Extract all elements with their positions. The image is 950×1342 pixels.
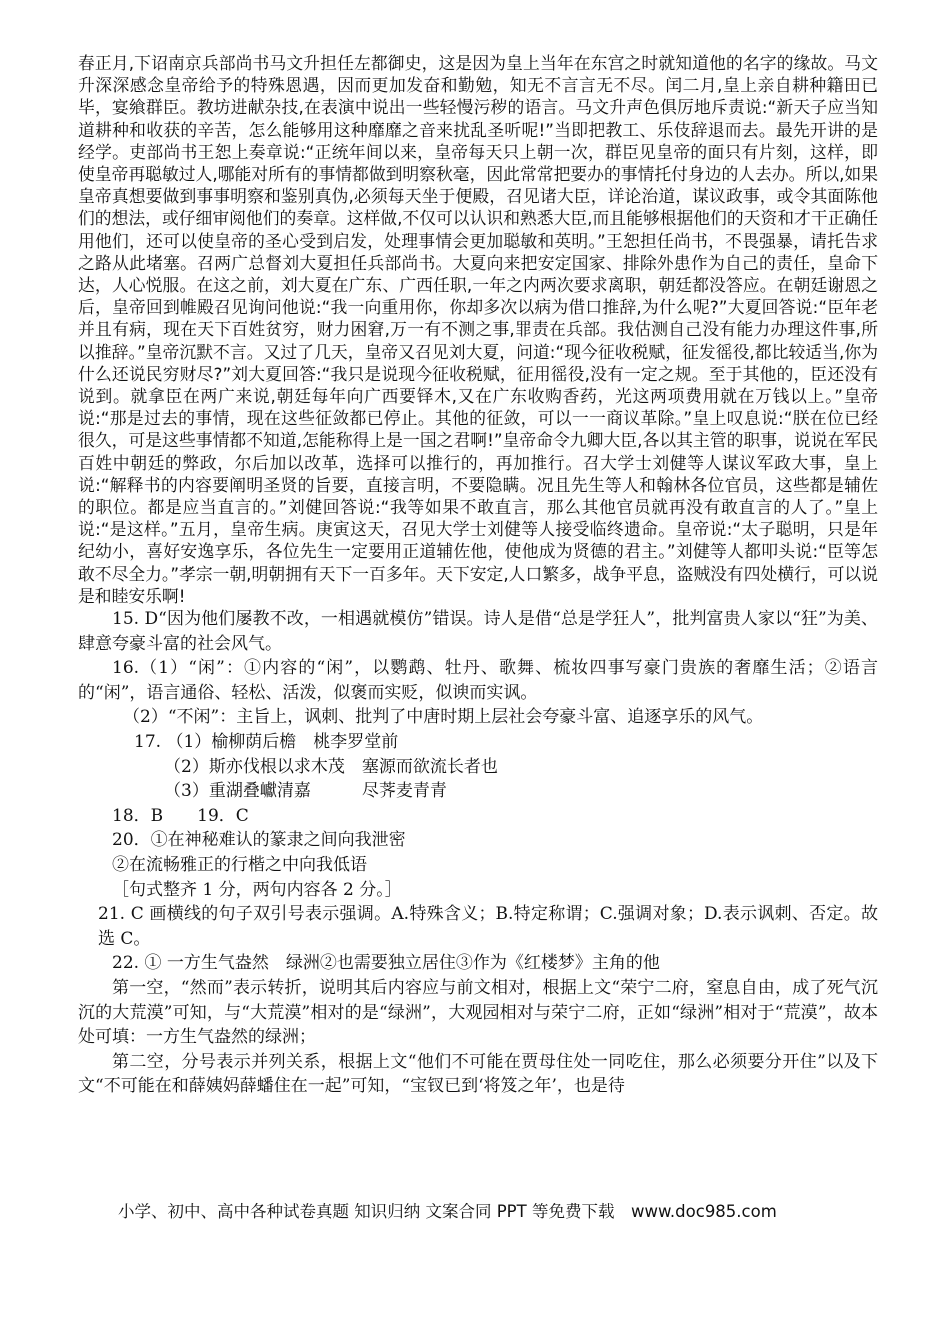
answer-15: 15. D“因为他们屡教不改，一相遇就模仿”错误。诗人是借“总是学狂人”，批判富贵人家以“狂”为美、肆意夸豪斗富的社会风气。 (78, 609, 878, 654)
answer-16-1: 16.（1）“闲”：①内容的“闲”，以鹦鹉、牡丹、歌舞、梳妆四事写豪门贵族的奢靡生活；②语言的“闲”，语言通俗、轻松、活泼，似褒而实贬，似谀而实讽。 (78, 658, 878, 703)
answer-17-1: 17. （1）榆柳荫后檐 桃李罗堂前 (134, 732, 399, 753)
page-body (78, 52, 878, 1099)
translation-paragraph: 春正月,下诏南京兵部尚书马文升担任左都御史，这是因为皇上当年在东宫之时就知道他的名字的缘故。马文升深深感念皇帝给予的特殊恩遇，因而更加发奋和勤勉，知无不言言无不尽。闰二月,皇上亲自耕种籍田已毕，宴飨群臣。教坊进献杂技,在表演中说出一些轻慢污秽的语言。马文升声色俱厉地斥责说:“新天子应当知道耕种和收获的辛苦，怎么能够用这种靡靡之音来扰乱圣听呢!”当即把教工、乐伎辞退而去。最先开讲的是经学。吏部尚书王恕上奏章说:“正统年间以来，皇帝每天只上朝一次，群臣见皇帝的面只有片刻，这样，即使皇帝再聪敏过人,哪能对所有的事情都做到明察秋毫，因此常常把要办的事情托付身边的人去办。所以,如果皇帝真想要做到事事明察和鉴别真伪,必须每天坐于便殿，召见诸大臣，详论治道，谋议政事，或令其面陈他们的想法，或仔细审阅他们的奏章。这样做,不仅可以认识和熟悉大臣,而且能够根据他们的天资和才干正确任用他们，还可以使皇帝的圣心受到启发，处理事情会更加聪敏和英明。”王恕担任尚书，不畏强暴，请托告求之路从此堵塞。召两广总督刘大夏担任兵部尚书。大夏向来把安定国家、排除外患作为自己的责任，皇命下达，人心悦服。在这之前，刘大夏在广东、广西任职,一年之内两次要求离职，朝廷都没答应。在朝廷谢恩之后，皇帝回到帷殿召见询问他说:“我一向重用你，你却多次以病为借口推辞,为什么呢?”大夏回答说:“臣年老并且有病，现在天下百姓贫穷，财力困窘,万一有不测之事,罪责在兵部。我估测自己没有能力办理这件事,所以推辞。”皇帝沉默不言。又过了几天，皇帝又召见刘大夏，问道:“现今征收税赋，征发徭役,都比较适当,你为什么还说民穷财尽?”刘大夏回答:“我只是说现今征收税赋，征用徭役,没有一定之规。至于其他的，臣还没有说到。就拿臣在两广来说,朝廷每年向广西要铎木,又在广东收购香药，光这两项费用就在万钱以上。”皇帝说:“那是过去的事情，现在这些征敛都已停止。其他的征敛，可以一一商议革除。”皇上叹息说:“朕在位已经很久，可是这些事情都不知道,怎能称得上是一国之君啊!”皇帝命令九卿大臣,各以其主管的职事，说说在军民百姓中朝廷的弊政，尔后加以改革，选择可以推行的，再加推行。召大学士刘健等人谋议军政大事，皇上说:“解释书的内容要阐明圣贤的旨要，直接言明，不要隐瞒。况且先生等人和翰林各位官员，这些都是辅佐的职位。都是应当直言的。”刘健回答说:“我等如果不敢直言，那么其他官员就再没有敢直言的人了。”皇上说:“是这样。”五月，皇帝生病。庚寅这天，召见大学士刘健等人接受临终遗命。皇帝说:“太子聪明，只是年纪幼小，喜好安逸享乐，各位先生一定要用正道辅佐他，使他成为贤德的君主。”刘健等人都叩头说:“臣等怎敢不尽全力。”孝宗一朝,明朝拥有天下一百多年。天下安定,人口繁多，战争平息，盗贼没有四处横行，可以说是和睦安乐啊! (78, 53, 878, 606)
answer-20-scoring: ［句式整齐 1 分，两句内容各 2 分。］ (112, 879, 402, 900)
answer-21: 21. C 画横线的句子双引号表示强调。A.特殊含义；B.特定称谓；C.强调对象；D.表示讽刺、否定。故选 C。 (98, 904, 878, 949)
answer-20-2: ②在流畅雅正的行楷之中向我低语 (112, 855, 367, 876)
answer-16-2: （2）“不闲”：主旨上，讽刺、批判了中唐时期上层社会夸豪斗富、追逐享乐的风气。 (123, 707, 764, 728)
answer-22: 22. ① 一方生气盎然 绿洲②也需要独立居住③作为《红楼梦》主角的他 (112, 953, 660, 974)
answer-22-explanation-2: 第二空，分号表示并列关系，根据上文“他们不可能在贾母住处一同吃住，那么必须要分开住”以及下文“不可能在和薛姨妈薛蟠住在一起”可知，“宝钗已到‘将笈之年’，也是待 (78, 1051, 878, 1097)
answer-18-19: 18．B 19．C (112, 805, 249, 826)
answer-20-1: 20．①在神秘难认的篆隶之间向我泄密 (112, 830, 406, 851)
answer-22-explanation-1: 第一空，“然而”表示转折，说明其后内容应与前文相对，根据上文“荣宁二府，窒息自由，成了死气沉沉的大荒漠”可知，与“大荒漠”相对的是“绿洲”，大观园相对与荣宁二府，正如“绿洲”相对于“荒漠”，故本处可填：一方生气盎然的绿洲； (78, 977, 878, 1048)
answer-17-3: （3）重湖叠巘清嘉 尽荠麦青青 (164, 781, 447, 802)
answer-17-2: （2）斯亦伐根以求木茂 塞源而欲流长者也 (164, 756, 498, 777)
footer-download-banner: 小学、初中、高中各种试卷真题 知识归纳 文案合同 PPT 等免费下载 www.doc985.com (118, 1202, 777, 1221)
